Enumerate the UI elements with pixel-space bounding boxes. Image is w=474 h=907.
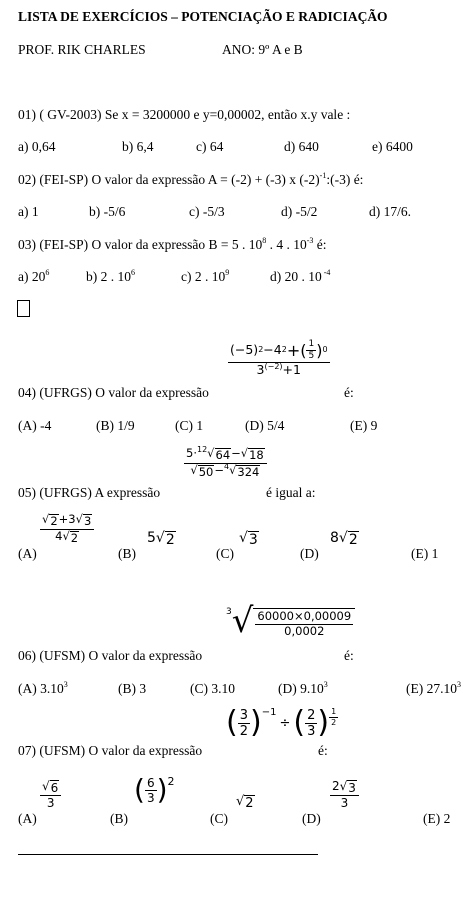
q07-option-b-expression: ( $\frac{6}{3}$ ) 2 — [134, 773, 175, 806]
question-02-text: 02) (FEI-SP) O valor da expressão A = (-2) + (-3) x $(-2)^{-1}:(-3)$ é: — [18, 171, 364, 187]
q03-option-c: c) 2 . $10^9$ — [181, 268, 230, 284]
q07-option-d-label: (D) — [302, 811, 321, 826]
q06-option-d: (D) 9.10$^3$ — [278, 680, 328, 696]
q02-option-e: d) 17/6. — [369, 204, 411, 219]
q05-option-a-expression: √ 2 +3 √ 3 4 √ 2 — [40, 514, 94, 544]
bottom-rule — [18, 854, 318, 855]
q04-option-e: (E) 9 — [350, 418, 378, 433]
q06-option-e: (E) 27.10$^3$ — [406, 680, 461, 696]
q07-option-b-label: (B) — [110, 811, 128, 826]
q05-option-b-value: 5 √ 2 — [147, 530, 175, 548]
question-06-suffix: é: — [344, 648, 354, 663]
q02-option-c: c) -5/3 — [189, 204, 225, 219]
q07-option-c-label: (C) — [210, 811, 228, 826]
question-03-text: 03) (FEI-SP) O valor da expressão B = 5 . $10^8$ . 4 . $10^{-3}$ é: — [18, 236, 327, 252]
question-04-suffix: é: — [344, 385, 354, 400]
q06-option-b: (B) 3 — [118, 681, 147, 696]
q03-option-a: a) $20^6$ — [18, 268, 50, 284]
q06-option-c: (C) 3.10 — [190, 681, 235, 696]
q02-option-d: d) -5/2 — [281, 204, 318, 219]
professor-name: PROF. RIK CHARLES — [18, 42, 146, 57]
document-title: LISTA DE EXERCÍCIOS – POTENCIAÇÃO E RADICIAÇÃO — [18, 9, 388, 24]
q07-option-d-expression: 2 √ 3 3 — [330, 780, 359, 809]
q02-option-b: b) -5/6 — [89, 204, 126, 219]
q05-option-d-label: (D) — [300, 546, 319, 561]
question-04-text: 04) (UFRGS) O valor da expressão — [18, 385, 209, 400]
question-05-text: 05) (UFRGS) A expressão — [18, 485, 161, 500]
q03-option-b: b) 2 . $10^6$ — [86, 268, 135, 284]
question-07-text: 07) (UFSM) O valor da expressão — [18, 743, 203, 758]
q04-option-b: (B) 1/9 — [96, 418, 135, 433]
q01-option-a: a) 0,64 — [18, 139, 56, 154]
q05-option-a-label: (A) — [18, 546, 37, 561]
q06-option-a: (A) 3.10$^3$ — [18, 680, 68, 696]
q04-option-a: (A) -4 — [18, 418, 52, 433]
q03-option-d: d) 20 . 10 $^{-4}$ — [270, 268, 331, 284]
q01-option-c: c) 64 — [196, 139, 224, 154]
q05-expression: 5· 12 √ 64 − √ 18 √ 50 − 4 √ 324 — [184, 448, 267, 478]
q05-option-c-value: √ 3 — [239, 530, 258, 548]
q02-option-a: a) 1 — [18, 204, 39, 219]
q04-option-d: (D) 5/4 — [245, 418, 285, 433]
q07-option-e: (E) 2 — [423, 811, 451, 826]
q01-option-e: e) 6400 — [372, 139, 413, 154]
q05-option-c-label: (C) — [216, 546, 234, 561]
q07-expression: ( $\frac{3}{2}$ ) −1 ÷ ( $\frac{2}{3}$ ) $\frac{1}{2}$ — [226, 705, 337, 740]
q05-option-d-value: 8 √ 2 — [330, 530, 358, 548]
q07-option-c-value: √ 2 — [236, 794, 254, 811]
question-01-text: 01) ( GV-2003) Se x = 3200000 e y=0,00002, então x.y vale : — [18, 107, 351, 122]
question-05-suffix: é igual a: — [266, 485, 316, 500]
class-year: ANO: 9º A e B — [222, 42, 303, 57]
q01-option-d: d) 640 — [284, 139, 319, 154]
q01-option-b: b) 6,4 — [122, 139, 154, 154]
q05-option-e: (E) 1 — [411, 546, 439, 561]
q05-option-b-label: (B) — [118, 546, 136, 561]
q07-option-a-expression: √ 6 3 — [40, 780, 61, 809]
q04-expression: (−5) $^2$ −4 $^2$ +( $\frac{1}{5}$ ) $^0$ $3^{(-2)}+1$ — [230, 339, 328, 377]
question-07-suffix: é: — [318, 743, 328, 758]
q07-option-a-label: (A) — [18, 811, 37, 826]
question-06-text: 06) (UFSM) O valor da expressão — [18, 648, 203, 663]
q04-option-c: (C) 1 — [175, 418, 204, 433]
empty-checkbox[interactable] — [17, 300, 30, 317]
q06-expression: 3 √ $\frac{60000\times 0,00009}{0,0002}$ — [226, 608, 355, 642]
